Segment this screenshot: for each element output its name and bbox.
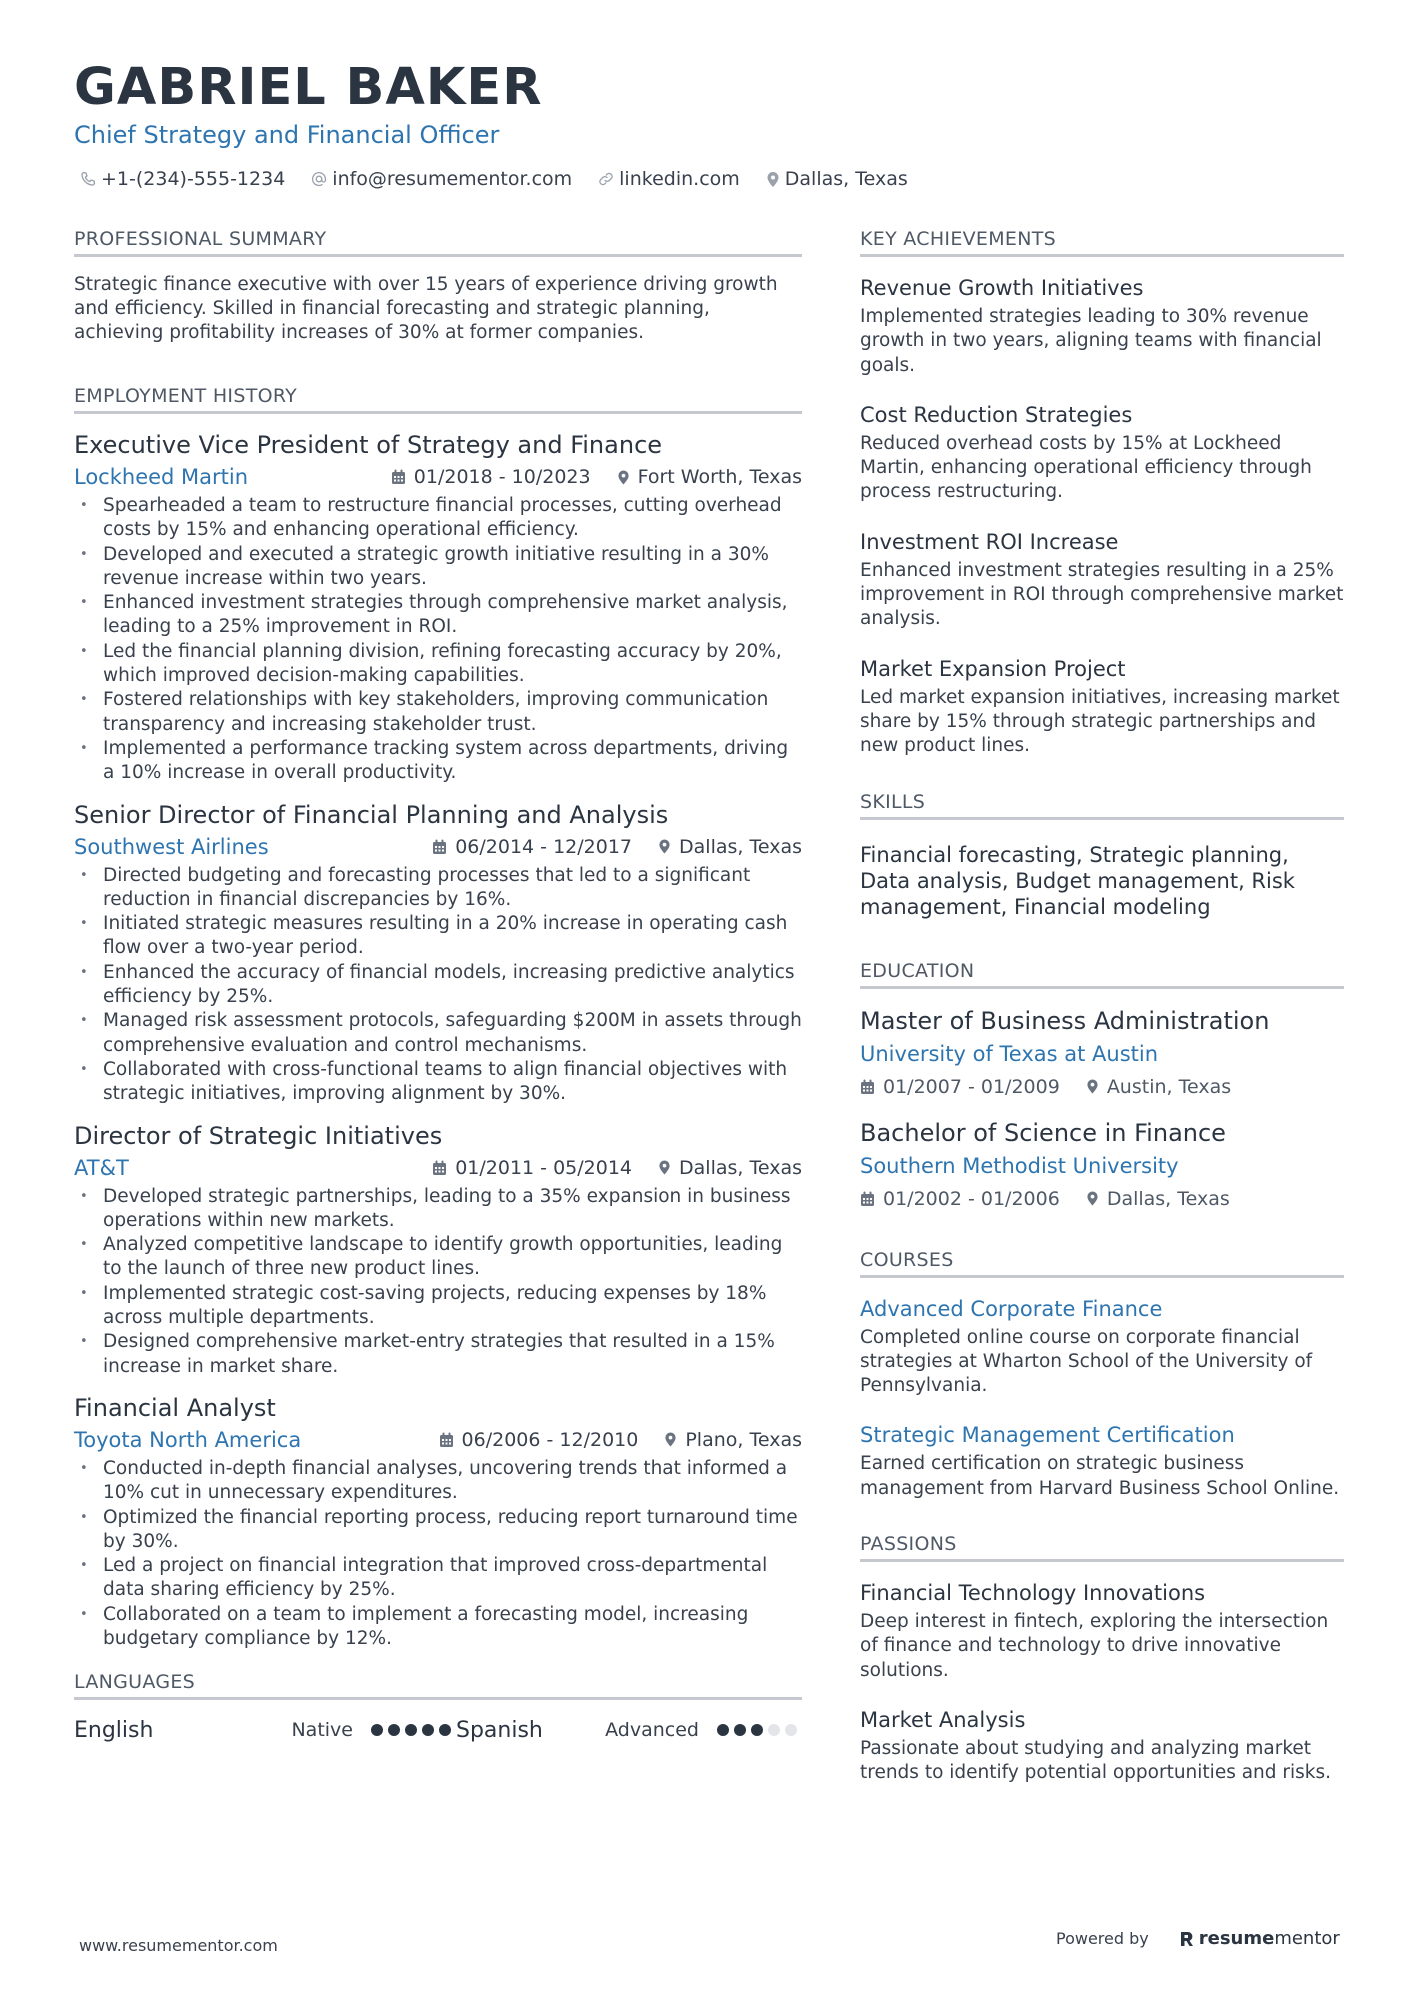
- education-school: University of Texas at Austin: [860, 1041, 1159, 1066]
- skills-text: Financial forecasting, Strategic planning, Data analysis, Budget management, Risk management, Financial modeling: [860, 842, 1295, 919]
- calendar-icon: [432, 1160, 447, 1176]
- phone-icon: [80, 171, 96, 187]
- education-degree: Bachelor of Science in Finance: [860, 1118, 1226, 1147]
- job-meta: [74, 1423, 802, 1457]
- job-dates: [391, 466, 591, 488]
- right-column: [860, 228, 1344, 1808]
- rating-dot: [371, 1724, 383, 1736]
- at-icon: [311, 171, 327, 187]
- job-bullet: • Enhanced the accuracy of financial models, increasing predictive analytics efficiency by 25%.: [74, 961, 802, 1010]
- job-entry: [74, 1393, 802, 1651]
- education-degree: Master of Business Administration: [860, 1006, 1270, 1035]
- rating-dot: [768, 1724, 780, 1736]
- contact-email-text: info@resumementor.com: [332, 168, 573, 190]
- location-pin-icon: [1086, 1078, 1099, 1095]
- job-bullet: • Enhanced investment strategies through comprehensive market analysis, leading to a 25% improvement in ROI.: [74, 591, 802, 640]
- education-heading: EDUCATION: [860, 960, 1344, 989]
- job-dates-text: 01/2018 - 10/2023: [413, 466, 591, 488]
- achievement-description: Enhanced investment strategies resulting in a 25% improvement in ROI through comprehensive market analysis.: [860, 559, 1344, 630]
- job-dates-text: 01/2011 - 05/2014: [455, 1156, 633, 1179]
- job-dates: [432, 1157, 632, 1179]
- link-icon: [598, 171, 614, 187]
- contact-location: [766, 168, 908, 190]
- job-location: [658, 1157, 802, 1179]
- course-description: Completed online course on corporate financial strategies at Wharton School of the University of Pennsylvania.: [860, 1326, 1313, 1397]
- skills-heading: SKILLS: [860, 791, 1344, 820]
- achievement-title: Cost Reduction Strategies: [860, 402, 1133, 427]
- calendar-icon: [860, 1191, 875, 1207]
- location-pin-icon: [664, 1431, 677, 1448]
- summary-heading: PROFESSIONAL SUMMARY: [74, 228, 802, 257]
- rating-dot: [405, 1724, 417, 1736]
- job-bullet: • Led a project on financial integration that improved cross-departmental data sharing efficiency by 25%.: [74, 1554, 802, 1603]
- rating-dot: [439, 1724, 451, 1736]
- powered-by-label: Powered by: [1056, 1929, 1149, 1948]
- language-name: Spanish: [456, 1717, 543, 1743]
- course-title: Strategic Management Certification: [860, 1423, 1235, 1448]
- job-bullet: • Collaborated with cross-functional teams to align financial objectives with strategic initiatives, improving alignment by 30%.: [74, 1058, 802, 1107]
- languages-heading: LANGUAGES: [74, 1671, 802, 1700]
- contact-location-text: Dallas, Texas: [784, 168, 908, 190]
- job-bullet: • Developed and executed a strategic growth initiative resulting in a 30% revenue increase within two years.: [74, 543, 802, 592]
- course-title: Advanced Corporate Finance: [860, 1296, 1163, 1321]
- job-meta: [74, 1151, 802, 1185]
- languages-list: [74, 1712, 802, 1748]
- passion-description: Deep interest in fintech, exploring the intersection of finance and technology to drive innovative solutions.: [860, 1611, 1329, 1681]
- contact-phone-text: +1-(234)-555-1234: [101, 168, 286, 190]
- education-meta: [860, 1071, 1344, 1103]
- education-location-text: Austin, Texas: [1106, 1075, 1232, 1098]
- job-bullet: • Led the financial planning division, refining forecasting accuracy by 20%, which improved decision-making capabilities.: [74, 640, 802, 689]
- contact-phone[interactable]: [80, 168, 285, 190]
- job-bullet: • Directed budgeting and forecasting processes that led to a significant reduction in financial discrepancies by 16%.: [74, 864, 802, 913]
- job-bullets: [74, 864, 802, 1107]
- language-level: Advanced: [605, 1719, 699, 1742]
- calendar-icon: [391, 469, 406, 485]
- job-company: Toyota North America: [74, 1427, 302, 1452]
- contact-email[interactable]: [311, 168, 572, 190]
- job-meta: [74, 460, 802, 494]
- language-level: Native: [291, 1719, 353, 1742]
- job-meta: [74, 830, 802, 864]
- contact-bar: [80, 168, 934, 190]
- rating-dot: [751, 1724, 763, 1736]
- course-description: Earned certification on strategic business management from Harvard Business School Online.: [860, 1453, 1340, 1499]
- job-dates: [432, 836, 632, 858]
- job-bullet: • Developed strategic partnerships, leading to a 35% expansion in business operations within new markets.: [74, 1185, 802, 1234]
- job-bullet: • Initiated strategic measures resulting in a 20% increase in operating cash flow over a two-year period.: [74, 912, 802, 961]
- job-bullet: • Conducted in-depth financial analyses, uncovering trends that informed a 10% cut in unnecessary expenditures.: [74, 1457, 802, 1506]
- calendar-icon: [439, 1432, 454, 1448]
- job-location-text: Fort Worth, Texas: [637, 466, 802, 488]
- job-company: AT&T: [74, 1155, 129, 1180]
- language-rating: [717, 1724, 802, 1736]
- job-title: Director of Strategic Initiatives: [74, 1121, 443, 1150]
- job-entry: [74, 1121, 802, 1379]
- education-location: [1086, 1076, 1231, 1098]
- education-dates-text: 01/2007 - 01/2009: [883, 1075, 1060, 1098]
- rating-dot: [422, 1724, 434, 1736]
- rating-dot: [388, 1724, 400, 1736]
- brand-resume-text: resume: [1198, 1928, 1275, 1949]
- courses-heading: COURSES: [860, 1249, 1344, 1278]
- employment-list: [74, 430, 802, 1651]
- job-bullet: • Spearheaded a team to restructure financial processes, cutting overhead costs by 15% and enhancing operational efficiency.: [74, 494, 802, 543]
- achievements-heading: KEY ACHIEVEMENTS: [860, 228, 1344, 257]
- job-bullet: • Collaborated on a team to implement a forecasting model, increasing budgetary compliance by 12%.: [74, 1603, 802, 1652]
- education-item: [860, 1005, 1344, 1103]
- location-pin-icon: [766, 171, 780, 188]
- job-bullet: • Analyzed competitive landscape to identify growth opportunities, leading to the launch of three new product lines.: [74, 1233, 802, 1282]
- job-bullet: • Implemented a performance tracking system across departments, driving a 10% increase in overall productivity.: [74, 737, 802, 786]
- achievement-item: [860, 527, 1344, 632]
- passions-heading: PASSIONS: [860, 1533, 1344, 1562]
- job-location-text: Dallas, Texas: [679, 1156, 802, 1179]
- job-bullet: • Implemented strategic cost-saving projects, reducing expenses by 18% across multiple departments.: [74, 1282, 802, 1331]
- achievement-item: [860, 654, 1344, 759]
- passion-description: Passionate about studying and analyzing market trends to identify potential opportunities and risks.: [860, 1737, 1332, 1784]
- achievement-item: [860, 400, 1344, 505]
- education-item: [860, 1117, 1344, 1215]
- job-entry: [74, 430, 802, 786]
- achievements-list: [860, 273, 1344, 759]
- rating-dot: [734, 1724, 746, 1736]
- job-bullet: • Fostered relationships with key stakeholders, improving communication transparency and increasing stakeholder trust.: [74, 688, 802, 737]
- achievement-title: Investment ROI Increase: [860, 529, 1119, 554]
- job-dates-text: 06/2014 - 12/2017: [455, 835, 633, 858]
- location-pin-icon: [658, 838, 671, 855]
- achievement-description: Reduced overhead costs by 15% at Lockheed Martin, enhancing operational efficiency through process restructuring.: [860, 432, 1312, 503]
- achievement-title: Revenue Growth Initiatives: [860, 276, 1144, 300]
- job-entry: [74, 800, 802, 1107]
- education-dates-text: 01/2002 - 01/2006: [883, 1187, 1060, 1210]
- job-title: Executive Vice President of Strategy and Finance: [74, 431, 663, 459]
- rating-dot: [717, 1724, 729, 1736]
- achievement-description: Led market expansion initiatives, increasing market share by 15% through strategic partnerships and new product lines.: [860, 686, 1340, 757]
- passion-item: [860, 1705, 1344, 1786]
- job-bullet: • Managed risk assessment protocols, safeguarding $200M in assets through comprehensive evaluation and control mechanisms.: [74, 1009, 802, 1058]
- language-rating: [371, 1724, 456, 1736]
- summary-text: Strategic finance executive with over 15 years of experience driving growth and efficiency. Skilled in financial forecasting and strategic planning, achieving profitability increases of 30% at former companies.: [74, 274, 778, 343]
- location-pin-icon: [658, 1159, 671, 1176]
- education-location: [1086, 1188, 1230, 1210]
- language-name: English: [74, 1717, 154, 1743]
- passions-list: [860, 1578, 1344, 1785]
- course-item: [860, 1294, 1344, 1399]
- job-location: [617, 466, 802, 488]
- job-dates: [439, 1429, 639, 1451]
- job-bullets: [74, 1185, 802, 1379]
- education-dates: [860, 1188, 1060, 1210]
- left-column: [74, 228, 802, 1748]
- achievement-description: Implemented strategies leading to 30% revenue growth in two years, aligning teams with financial goals.: [860, 306, 1322, 376]
- language-item: [74, 1718, 456, 1743]
- rating-dot: [785, 1724, 797, 1736]
- brand-mentor-text: mentor: [1274, 1928, 1340, 1949]
- job-company: Lockheed Martin: [74, 465, 249, 489]
- resumementor-logo-icon: [1179, 1930, 1195, 1948]
- calendar-icon: [860, 1079, 875, 1095]
- job-title: Financial Analyst: [74, 1393, 276, 1422]
- courses-list: [860, 1294, 1344, 1501]
- job-company: Southwest Airlines: [74, 834, 269, 859]
- employment-heading: EMPLOYMENT HISTORY: [74, 385, 802, 414]
- footer-website[interactable]: www.resumementor.com: [79, 1936, 278, 1955]
- job-title: Senior Director of Financial Planning and Analysis: [74, 800, 669, 829]
- brand-logo[interactable]: [1179, 1928, 1340, 1949]
- achievement-title: Market Expansion Project: [860, 656, 1126, 681]
- passion-title: Market Analysis: [860, 1707, 1026, 1732]
- contact-linkedin-text: linkedin.com: [619, 168, 740, 190]
- education-location-text: Dallas, Texas: [1106, 1187, 1230, 1210]
- candidate-title: Chief Strategy and Financial Officer: [74, 121, 500, 149]
- passion-item: [860, 1578, 1344, 1683]
- passion-title: Financial Technology Innovations: [860, 1581, 1206, 1606]
- education-school: Southern Methodist University: [860, 1153, 1179, 1178]
- calendar-icon: [432, 839, 447, 855]
- education-list: [860, 1005, 1344, 1215]
- contact-linkedin[interactable]: [598, 168, 740, 190]
- job-bullet: • Designed comprehensive market-entry strategies that resulted in a 15% increase in market share.: [74, 1330, 802, 1379]
- course-item: [860, 1420, 1344, 1501]
- job-location-text: Dallas, Texas: [679, 835, 802, 858]
- job-bullet: • Optimized the financial reporting process, reducing report turnaround time by 30%.: [74, 1506, 802, 1555]
- education-meta: [860, 1183, 1344, 1215]
- location-pin-icon: [617, 469, 630, 486]
- education-dates: [860, 1076, 1060, 1098]
- job-location: [658, 836, 802, 858]
- candidate-name: GABRIEL BAKER: [74, 58, 543, 117]
- job-bullets: [74, 494, 802, 786]
- job-bullets: [74, 1457, 802, 1651]
- job-dates-text: 06/2006 - 12/2010: [461, 1428, 639, 1451]
- language-item: [456, 1718, 802, 1743]
- achievement-item: [860, 273, 1344, 378]
- footer-powered-by: [1056, 1928, 1340, 1949]
- location-pin-icon: [1086, 1190, 1099, 1207]
- job-location-text: Plano, Texas: [685, 1428, 802, 1451]
- job-location: [664, 1429, 802, 1451]
